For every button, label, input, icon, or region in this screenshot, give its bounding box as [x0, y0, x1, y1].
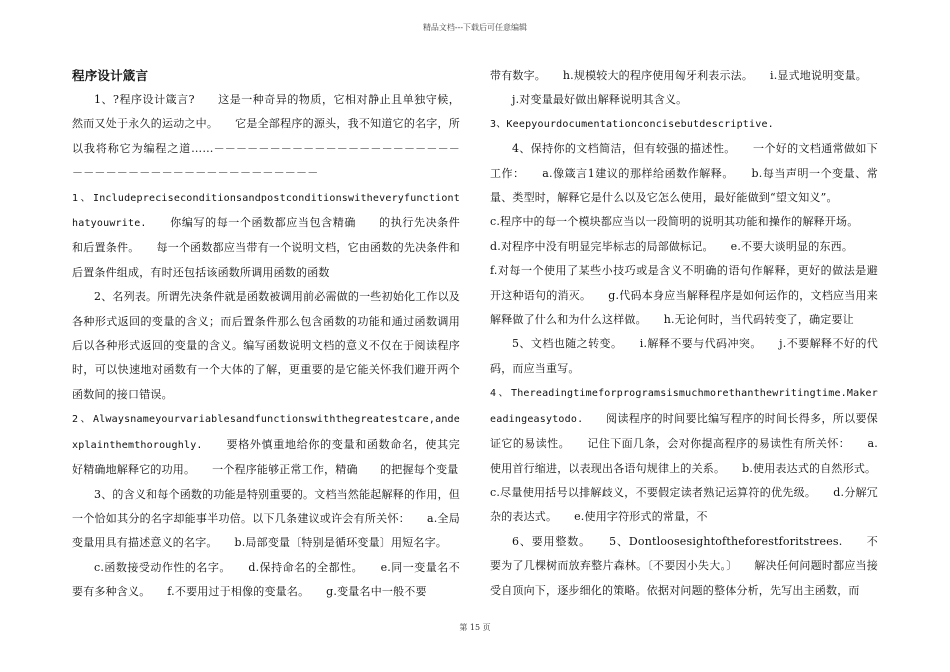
paragraph: c.函数接受动作性的名字。 d.保持命名的全都性。 e.同一变量名不要有多种含义。 f.不要用过于相像的变量名。 g.变量名中一般不要 — [72, 560, 460, 599]
paragraph: j.对变量最好做出解释说明其含义。 — [512, 93, 688, 107]
english-maxim: 2、Alwaysnameyourvariablesandfunctionswiththegreatestcare,andexplainthemthoroughly. — [72, 414, 460, 451]
paragraph: c.程序中的每一个模块都应当以一段简明的说明其功能和操作的解释开场。 — [490, 215, 859, 229]
paragraph — [490, 381, 878, 481]
paragraph-text: 你编写的每一个函数都应当包含精确 的执行先决条件和后置条件。 每一个函数都应当带有一个说明文档，它由函数的先决条件和后置条件组成，有时还包括该函数所调用函数的函数 — [72, 216, 460, 279]
paragraph — [72, 407, 460, 482]
english-maxim: 4、Thereadingtimeforprogramsismuchmorethanthewritingtime.Makereadingeasytodo. — [490, 388, 878, 425]
paragraph: 6、要用整数。 5、Dontloosesightoftheforestforitstrees. 不要为了几棵树而放弃整片森林。〔不要因小失大。〕 解决任何问题时都应当接受自顶向下，逐步细化的策略。依据对问题的整体分析，先写出主函数，而 — [490, 534, 878, 597]
paragraph: c.尽量使用括号以排解歧义，不要假定读者熟记运算符的优先级。 d.分解冗杂的表达式。 e.使用字符形式的常量，不 — [490, 485, 878, 524]
paragraph: 3、的含义和每个函数的功能是特别重要的。文档当然能起解释的作用，但一个恰如其分的名字却能事半功倍。以下几条建议或许会有所关怀： a.全局变量用具有描述意义的名字。 b.局部变量〔特别是循环变量〕用短名字。 — [72, 487, 460, 550]
english-maxim: 3、Keepyourdocumentationconcisebutdescriptive. — [490, 118, 774, 130]
page-footer: 第 15 页 — [459, 623, 491, 632]
paragraph-text: 阅读程序的时间要比编写程序的时间长得多，所以要保证它的易读性。 记住下面几条，会对你提高程序的易读性有所关怀： a.使用首行缩进，以表现出各语句规律上的关系。 b.使用表达式的自然形式。 — [490, 411, 878, 475]
paragraph: f.对每一个使用了某些小技巧或是含义不明确的语句作解释，更好的做法是避开这种语句的消灭。 g.代码本身应当解释程序是如何运作的，文档应当用来解释做了什么和为什么这样做。 h.无论何时，当代码转变了，确定要让 — [490, 264, 878, 327]
english-maxim: 1、Includepreciseconditionsandpostconditionswitheveryfunctionthatyouwrite. — [72, 192, 460, 230]
left-column — [72, 64, 460, 605]
paragraph — [72, 186, 460, 286]
paragraph: 2、名列表。所谓先决条件就是函数被调用前必需做的一些初始化工作以及各种形式返回的变量的含义；而后置条件那么包含函数的功能和通过函数调用后以各种形式返回的变量的含义。编写函数说明文档的意义不仅在于阅读程序时，可以快速地对函数有一个大体的了解，更重要的是它能关怀我们避开两个函数间的接口错误。 — [72, 290, 460, 401]
paragraph: d.对程序中没有明显完毕标志的局部做标记。 e.不要大谈明显的东西。 — [490, 239, 854, 253]
document-title: 程序设计箴言 — [72, 68, 149, 83]
paragraph: 1、?程序设计箴言? 这是一种奇异的物质，它相对静止且单独守候，然而又处于永久的运动之中。 它是全部程序的源头，我不知道它的名字，所以我将称它为编程之道……－－－－－－－－－－－－－－－－－－－－－－－－－－－－－－－－－－－－－－－－－－－－ — [72, 93, 460, 180]
page-header: 精品文档---下载后可任意编辑 — [422, 23, 528, 32]
paragraph: 4、保持你的文档简洁，但有较强的描述性。 一个好的文档通常做如下工作： a.像箴言1建议的那样给函数作解释。 b.每当声明一个变量、常量、类型时，解释它是什么以及它怎么使用，最好能做到“望文知义”。 — [490, 142, 878, 205]
paragraph: 带有数字。 h.规模较大的程序使用匈牙利表示法。 i.显式地说明变量。 — [490, 69, 867, 82]
right-column — [490, 64, 878, 603]
paragraph-text: 要格外慎重地给你的变量和函数命名，使其完好精确地解释它的功用。 一个程序能够正常工作，精确 的把握每个变量 — [72, 437, 460, 477]
paragraph: 5、文档也随之转变。 i.解释不要与代码冲突。 j.不要解释不好的代码，而应当重写。 — [490, 337, 878, 375]
